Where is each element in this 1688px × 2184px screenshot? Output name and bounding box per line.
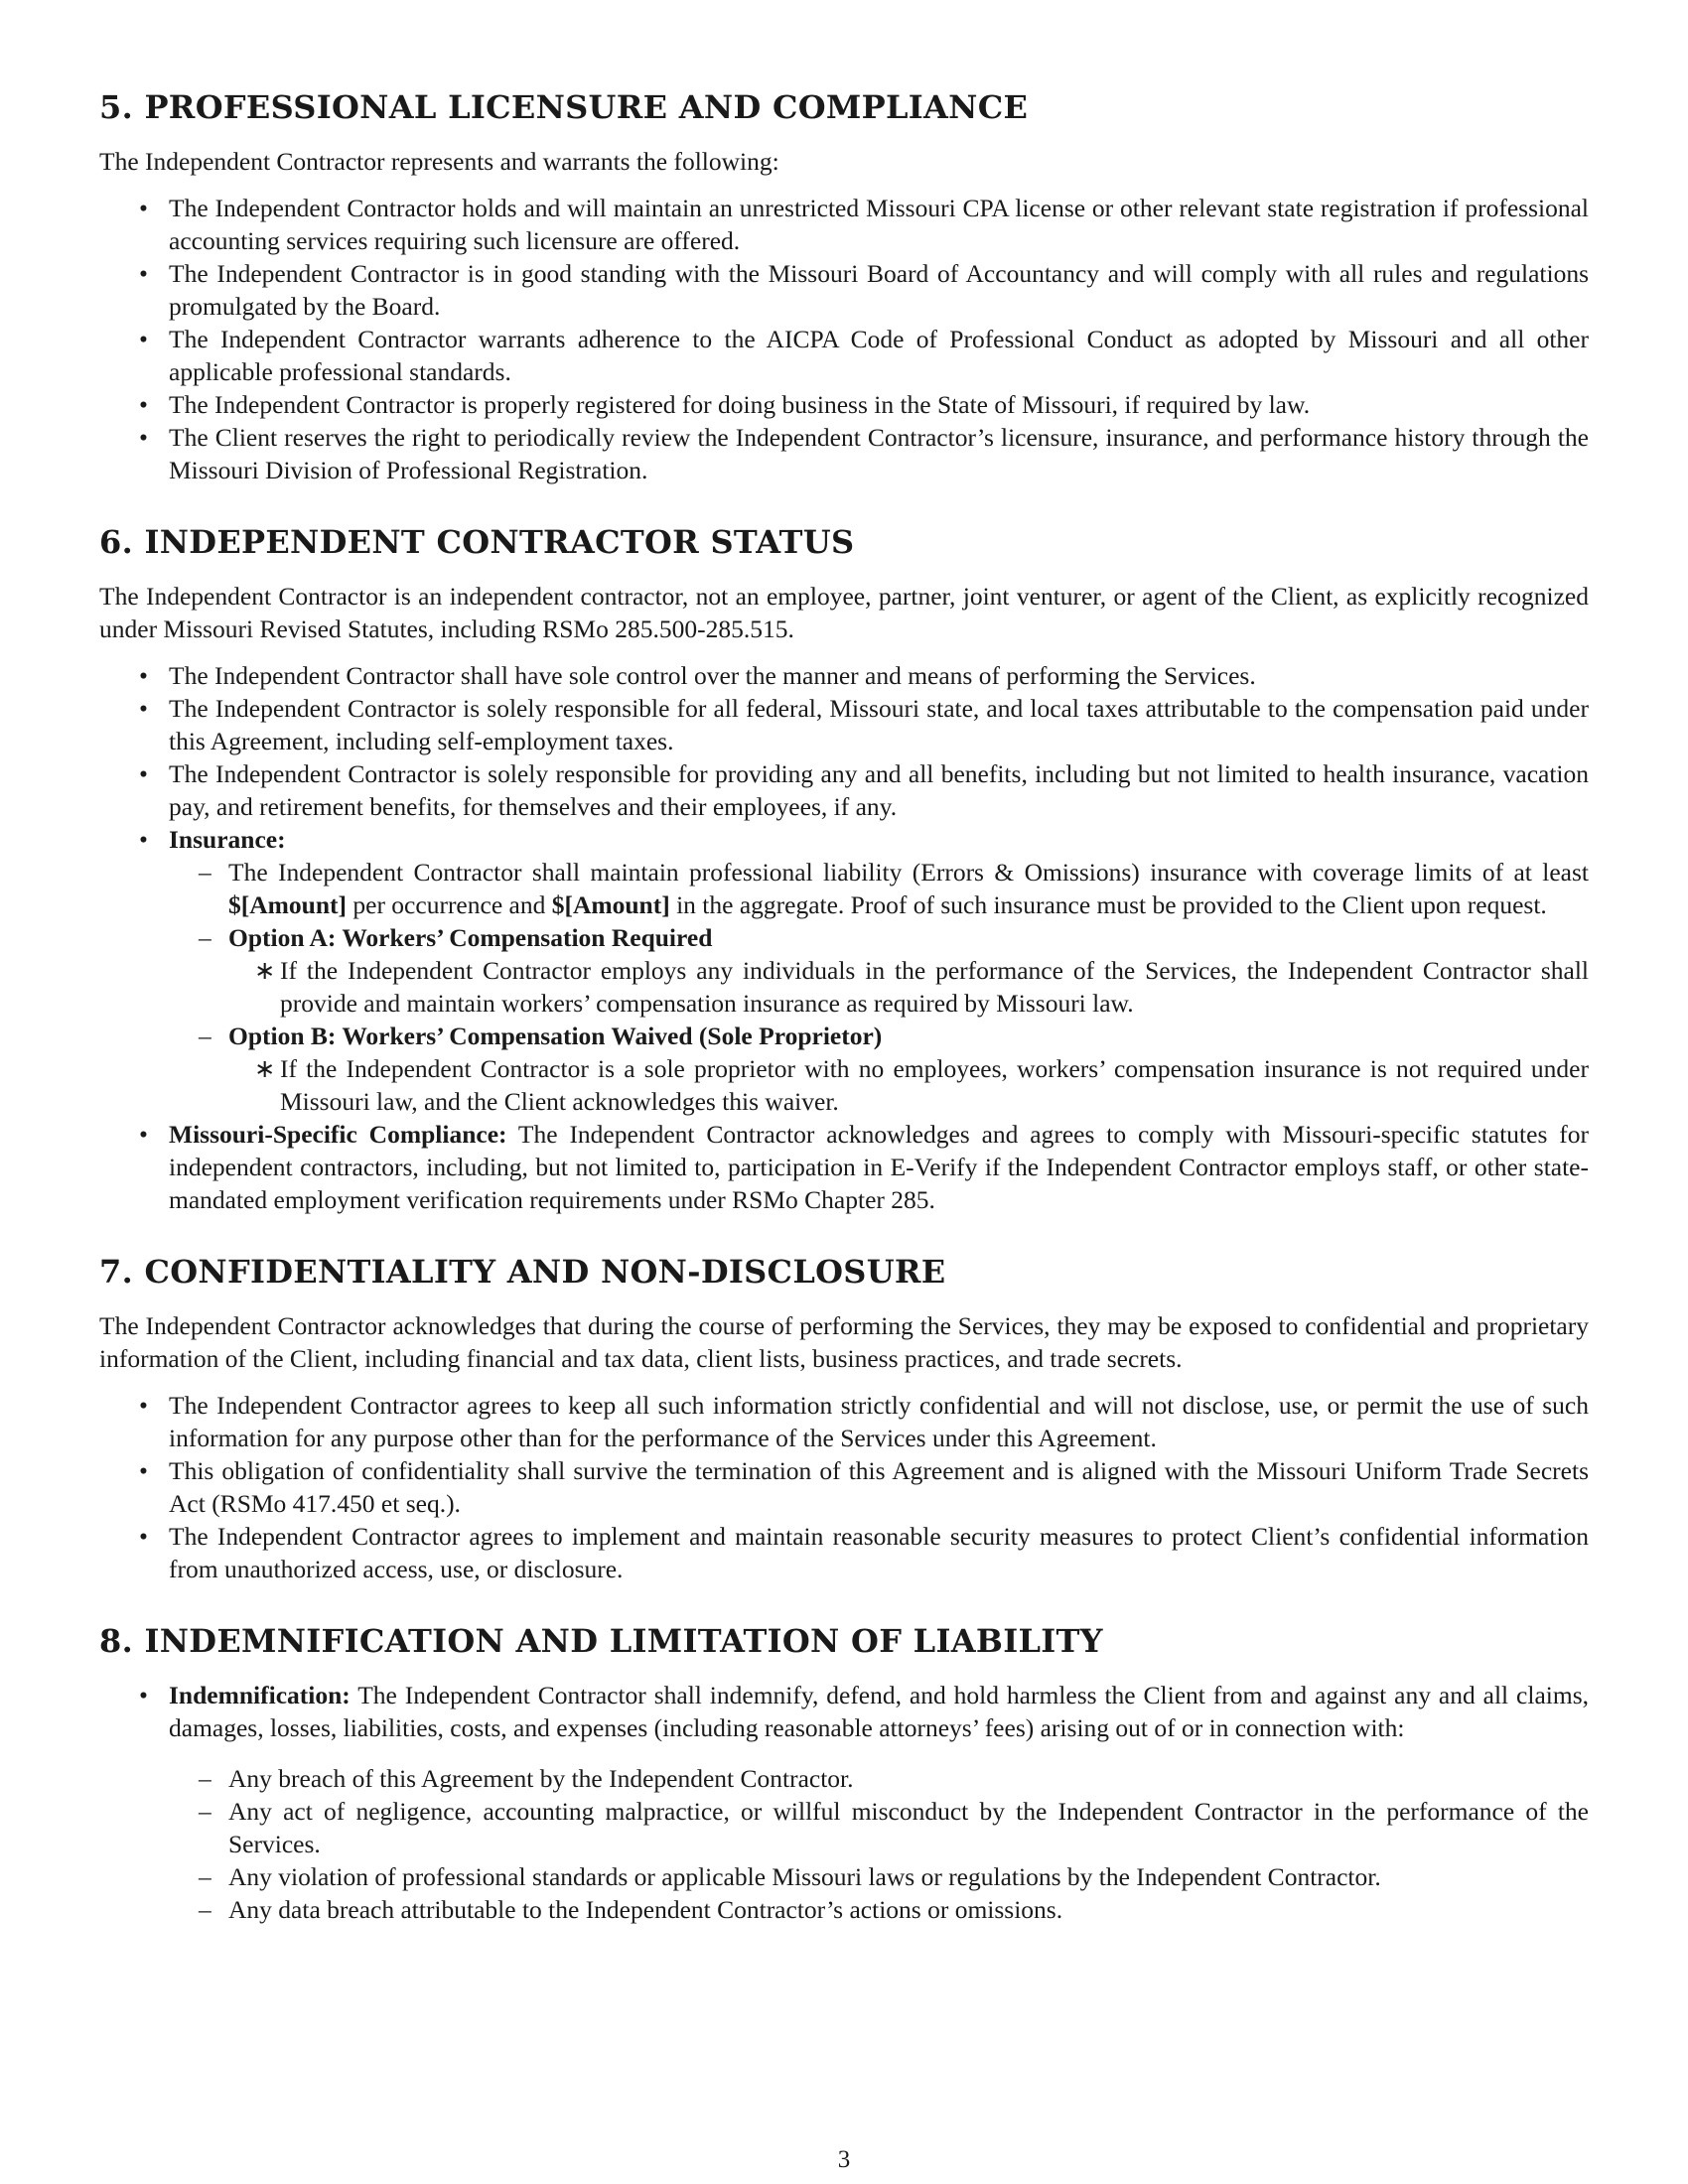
bullet-list <box>99 192 1589 486</box>
sub-sub-list <box>228 954 1589 1020</box>
list-item-insurance <box>99 823 1589 1118</box>
indemnification-text: The Independent Contractor shall indemnify, defend, and hold harmless the Client from and against any and all claims, damages, losses, liabilities, costs, and expenses (including reasonable attorneys’ fees) arising out of or in connection with: <box>169 1681 1589 1742</box>
sub-sub-list <box>228 1052 1589 1118</box>
section-heading: 6. INDEPENDENT CONTRACTOR STATUS <box>99 523 855 561</box>
list-item: • The Independent Contractor holds and will maintain an unrestricted Missouri CPA license or other relevant state registration if professional accounting services requiring such licensure are offered. <box>99 192 1589 257</box>
option-b-label: Option B: Workers’ Compensation Waived (Sole Proprietor) <box>228 1022 883 1050</box>
document-page <box>99 87 1589 1962</box>
list-item-option-b <box>169 1020 1589 1118</box>
list-item: ∗ If the Independent Contractor is a sole proprietor with no employees, workers’ compensation insurance is not required under Missouri law, and the Client acknowledges this waiver. <box>228 1052 1589 1118</box>
section-heading: 5. PROFESSIONAL LICENSURE AND COMPLIANCE <box>99 88 1029 126</box>
list-item: – Any breach of this Agreement by the Independent Contractor. <box>169 1762 1589 1795</box>
list-item: • The Independent Contractor is in good standing with the Missouri Board of Accountancy and will comply with all rules and regulations promulgated by the Board. <box>99 257 1589 323</box>
list-item: • The Independent Contractor is solely responsible for providing any and all benefits, including but not limited to health insurance, vacation pay, and retirement benefits, for themselves and their employees, if any. <box>99 757 1589 823</box>
list-item <box>169 856 1589 921</box>
list-item: • The Client reserves the right to periodically review the Independent Contractor’s licensure, insurance, and performance history through the Missouri Division of Professional Registration. <box>99 421 1589 486</box>
section-7 <box>99 1252 1589 1585</box>
list-item: – Any act of negligence, accounting malpractice, or willful misconduct by the Independent Contractor in the performance of the Services. <box>169 1795 1589 1860</box>
section-intro: The Independent Contractor represents and warrants the following: <box>99 147 779 176</box>
indemnification-label: Indemnification: <box>169 1681 351 1709</box>
bullet-list <box>99 659 1589 1216</box>
sub-list <box>169 1762 1589 1926</box>
list-item: • The Independent Contractor is properly registered for doing business in the State of Missouri, if required by law. <box>99 388 1589 421</box>
section-5 <box>99 87 1589 486</box>
list-item: • The Independent Contractor is solely responsible for all federal, Missouri state, and local taxes attributable to the compensation paid under this Agreement, including self-employment taxes. <box>99 692 1589 757</box>
list-item-indemnification <box>99 1679 1589 1926</box>
insurance-text-after: in the aggregate. Proof of such insurance must be provided to the Client upon request. <box>669 890 1547 919</box>
insurance-label: Insurance: <box>169 825 286 854</box>
list-item-option-a <box>169 921 1589 1020</box>
section-6 <box>99 522 1589 1216</box>
sub-list <box>169 856 1589 1118</box>
section-intro: The Independent Contractor acknowledges that during the course of performing the Services, they may be exposed to confidential and proprietary information of the Client, including financial and tax data, client lists, business practices, and trade secrets. <box>99 1311 1589 1373</box>
list-item: ∗ If the Independent Contractor employs any individuals in the performance of the Services, the Independent Contractor shall provide and maintain workers’ compensation insurance as required by Missouri law. <box>228 954 1589 1020</box>
insurance-amount-1: $[Amount] <box>228 890 347 919</box>
insurance-text-before: The Independent Contractor shall maintain professional liability (Errors & Omissions) insurance with coverage limits of at least <box>228 858 1589 887</box>
list-item: • This obligation of confidentiality shall survive the termination of this Agreement and is aligned with the Missouri Uniform Trade Secrets Act (RSMo 417.450 et seq.). <box>99 1454 1589 1520</box>
insurance-text-middle: per occurrence and <box>347 890 552 919</box>
list-item: • The Independent Contractor warrants adherence to the AICPA Code of Professional Conduct as adopted by Missouri and all other applicable professional standards. <box>99 323 1589 388</box>
list-item: – Any violation of professional standards or applicable Missouri laws or regulations by the Independent Contractor. <box>169 1860 1589 1893</box>
page-number: 3 <box>837 2146 851 2173</box>
list-item: • The Independent Contractor shall have sole control over the manner and means of performing the Services. <box>99 659 1589 692</box>
section-intro: The Independent Contractor is an independent contractor, not an employee, partner, joint venturer, or agent of the Client, as explicitly recognized under Missouri Revised Statutes, including RSMo 285.500-285.515. <box>99 582 1589 643</box>
option-a-label: Option A: Workers’ Compensation Required <box>228 923 713 952</box>
bullet-list <box>99 1679 1589 1926</box>
list-item: • The Independent Contractor agrees to implement and maintain reasonable security measures to protect Client’s confidential information from unauthorized access, use, or disclosure. <box>99 1520 1589 1585</box>
section-8 <box>99 1621 1589 1926</box>
insurance-amount-2: $[Amount] <box>551 890 670 919</box>
bullet-list <box>99 1389 1589 1585</box>
section-heading: 8. INDEMNIFICATION AND LIMITATION OF LIABILITY <box>99 1622 1103 1660</box>
section-heading: 7. CONFIDENTIALITY AND NON-DISCLOSURE <box>99 1253 946 1291</box>
list-item: – Any data breach attributable to the Independent Contractor’s actions or omissions. <box>169 1893 1589 1926</box>
list-item-compliance <box>99 1118 1589 1216</box>
list-item: • The Independent Contractor agrees to keep all such information strictly confidential and will not disclose, use, or permit the use of such information for any purpose other than for the performance of the Services under this Agreement. <box>99 1389 1589 1454</box>
compliance-text: The Independent Contractor acknowledges and agrees to comply with Missouri-specific statutes for independent contractors, including, but not limited to, participation in E-Verify if the Independent Contractor employs staff, or other state-mandated employment verification requirements under RSMo Chapter 285. <box>169 1120 1589 1214</box>
compliance-label: Missouri-Specific Compliance: <box>169 1120 507 1149</box>
